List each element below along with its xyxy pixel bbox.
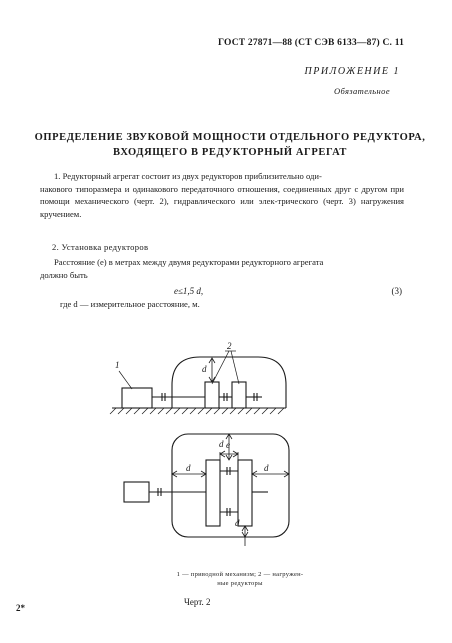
paragraph-2-rest: должно быть (40, 269, 88, 280)
paragraph-1-rest: накового типоразмера и одинакового передаточного отношения, соединенных друг с другом при помощи механического (черт. 2), гидравлического или элек-трического (черт. 3) нагружения кручением. (40, 183, 404, 219)
figure-label-d-right: d (264, 463, 269, 473)
formula: e≤1,5 d, (174, 286, 204, 296)
paragraph-1-first-line: 1. Редукторный агрегат состоит из двух редукторов приблизительно оди- (54, 171, 322, 181)
figure-caption (120, 571, 360, 588)
subheading-installation: 2. Установка редукторов (52, 242, 149, 252)
top-view (124, 434, 289, 546)
leader-2-right (231, 351, 239, 384)
figure-label-2: 2 (227, 341, 232, 351)
caption-line-1: 1 — приводной механизм; 2 — нагружен- (176, 571, 304, 578)
ground-hatching (110, 408, 284, 414)
reducer-left-top (206, 460, 220, 526)
equation-number: (3) (391, 286, 402, 296)
page-header: ГОСТ 27871—88 (СТ СЭВ 6133—87) С. 11 (218, 38, 405, 48)
mandatory-label: Обязательное (333, 86, 390, 96)
page-number: 2* (16, 603, 25, 613)
reducer-left-side (205, 382, 219, 408)
figure-label-d-top: d (219, 439, 224, 449)
appendix-label: ПРИЛОЖЕНИЕ 1 (304, 66, 400, 77)
title-line-1: ОПРЕДЕЛЕНИЕ ЗВУКОВОЙ МОЩНОСТИ ОТДЕЛЬНОГО РЕДУКТОРА, (34, 132, 426, 143)
reducer-right-side (232, 382, 246, 408)
figure-label-d-bottom: d (235, 518, 240, 528)
measurement-surface-side (172, 357, 286, 408)
figure-label-e: e (226, 440, 230, 450)
title-line-2: ВХОДЯЩЕГО В РЕДУКТОРНЫЙ АГРЕГАТ (113, 147, 347, 158)
formula-explanation: где d — измерительное расстояние, м. (60, 299, 200, 309)
reducer-right-top (238, 460, 252, 526)
drive-mechanism-side (122, 388, 152, 408)
paragraph-2-first-line: Расстояние (e) в метрах между двумя редукторами редукторного агрегата (54, 257, 324, 267)
drive-mechanism-top (124, 482, 149, 502)
figure-title: Черт. 2 (184, 597, 211, 607)
caption-line-2: ные редукторы (217, 579, 263, 587)
figure-label-d-side: d (202, 364, 207, 374)
measurement-surface-top (172, 434, 289, 537)
side-view (110, 351, 286, 414)
leader-1 (119, 371, 132, 389)
leader-2-left (212, 351, 229, 384)
figure-label-d-left: d (186, 463, 191, 473)
figure-label-1: 1 (115, 360, 120, 370)
